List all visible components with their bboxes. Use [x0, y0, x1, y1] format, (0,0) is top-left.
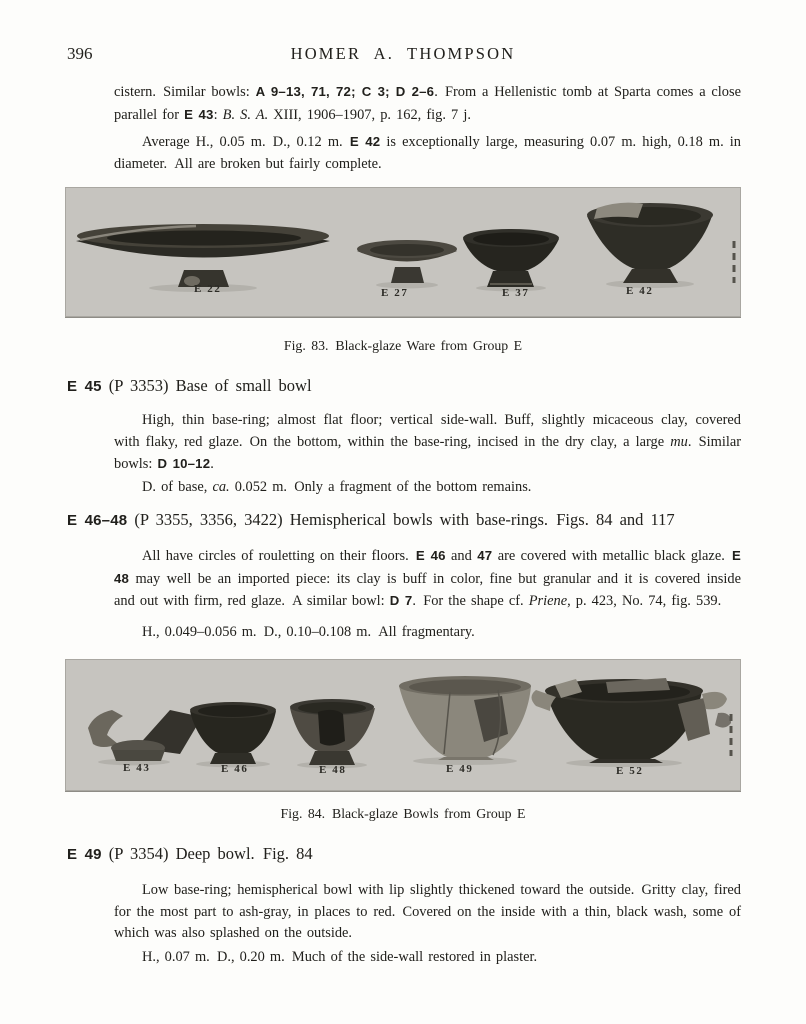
paragraph-e49-description: [114, 880, 741, 945]
text-run: Low base-ring; hemispherical bowl with lip slightly thickened toward the outside. Gritty clay, fired for the most part to ash-gray, in places to red. Covered on the inside with a thin, black wash, some of which was also splashed on the outside.: [114, 882, 741, 942]
text-run: :: [213, 106, 223, 123]
vessel-label-e52: E 52: [616, 765, 644, 777]
paragraph-e49-dimensions: [114, 947, 741, 969]
figure-84-photo: [65, 659, 741, 791]
paragraph-e46-48-dimensions: [114, 622, 741, 644]
paragraph-e45-description: [114, 410, 741, 476]
text-run: D 7: [389, 593, 413, 609]
paragraph-average-dims: [114, 131, 741, 175]
vessel-e27-shape: [357, 240, 457, 288]
text-run: , p. 423, No. 74, fig. 539.: [567, 593, 722, 610]
text-run: (P 3355, 3356, 3422) Hemispherical bowls with base-rings. Figs. 84 and 117: [127, 510, 675, 529]
vessel-e46-shape: [190, 702, 276, 767]
section-heading-e45: [67, 376, 312, 396]
text-run: may well be an imported piece: its clay is buff in color, fine but granular and it is covered inside and out with firm, red glaze. A similar bowl:: [114, 570, 741, 610]
text-run: . For the shape cf.: [412, 593, 529, 610]
text-run: D. of base,: [142, 479, 213, 495]
text-run: E 43: [184, 106, 214, 122]
section-heading-e49: [67, 844, 313, 864]
text-run: E 42: [349, 134, 381, 149]
text-run: H., 0.049–0.056 m. D., 0.10–0.108 m. All fragmentary.: [142, 624, 475, 640]
running-head: HOMER A. THOMPSON: [290, 44, 516, 63]
text-run: E 46–48: [67, 512, 128, 529]
figure-84-caption: Fig. 84. Black-glaze Bowls from Group E: [280, 806, 526, 821]
text-run: . Similar bowls:: [114, 433, 741, 473]
text-run: and: [445, 548, 478, 564]
vessel-label-e48: E 48: [319, 764, 347, 776]
text-run: D 10–12: [157, 456, 211, 472]
text-run: E 48: [114, 548, 741, 586]
figure-83-caption: Fig. 83. Black-glaze Ware from Group E: [283, 338, 523, 353]
text-run: is exceptionally large, measuring 0.07 m. high, 0.18 m. in diameter. All are broken but fairly complete.: [114, 134, 741, 172]
text-run: . From a Hellenistic tomb at Sparta comes a close parallel for: [114, 84, 741, 123]
paragraph-e45-dimensions: [114, 477, 741, 499]
text-run: A 9–13, 71, 72; C 3; D 2–6: [255, 84, 435, 99]
text-run: (P 3353) Base of small bowl: [101, 376, 312, 395]
text-run: Average H., 0.05 m. D., 0.12 m.: [142, 134, 350, 150]
paragraph-e46-48-description: [114, 545, 741, 613]
text-run: H., 0.07 m. D., 0.20 m. Much of the side-wall restored in plaster.: [142, 949, 538, 965]
text-run: mu: [670, 433, 688, 450]
page-number: 396: [67, 44, 93, 63]
text-run: All have circles of rouletting on their floors.: [142, 548, 416, 564]
text-run: E 45: [67, 378, 102, 395]
text-run: 0.052 m. Only a fragment of the bottom remains.: [229, 479, 532, 495]
text-run: B. S. A.: [222, 106, 269, 123]
vessel-e42-shape: [587, 203, 713, 288]
text-run: 47: [477, 548, 493, 563]
vessel-e48-shape: [290, 699, 375, 768]
text-run: E 49: [67, 846, 102, 863]
text-run: XIII, 1906–1907, p. 162, fig. 7 j.: [268, 106, 471, 123]
paragraph-cistern: [114, 81, 741, 126]
text-run: (P 3354) Deep bowl. Fig. 84: [101, 844, 313, 863]
vessel-label-e49: E 49: [446, 763, 474, 775]
section-heading-e46-48: [67, 510, 675, 530]
vessel-e49-shape: [399, 676, 531, 765]
vessel-label-e46: E 46: [221, 763, 249, 775]
vessel-label-e22: E 22: [194, 283, 222, 295]
vessel-label-e27: E 27: [381, 287, 409, 299]
text-run: E 46: [415, 548, 446, 563]
text-run: cistern. Similar bowls:: [114, 84, 256, 100]
vessel-e52-shape: [532, 678, 732, 767]
vessel-e37-shape: [463, 229, 559, 291]
figure-83-photo: [65, 187, 741, 317]
text-run: .: [210, 456, 214, 473]
text-run: ca.: [212, 479, 230, 495]
text-run: High, thin base-ring; almost flat floor; vertical side-wall. Buff, slightly micaceous clay, covered with flaky, red glaze. On the bottom, within the base-ring, incised in the dry clay, a large: [114, 412, 741, 450]
vessel-label-e37: E 37: [502, 287, 530, 299]
text-run: Priene: [528, 593, 568, 610]
vessel-label-e43: E 43: [123, 762, 151, 774]
vessel-label-e42: E 42: [626, 285, 654, 297]
vessel-e43-shape: [88, 710, 202, 765]
vessel-e22-shape: [76, 224, 330, 292]
text-run: are covered with metallic black glaze.: [492, 548, 732, 564]
